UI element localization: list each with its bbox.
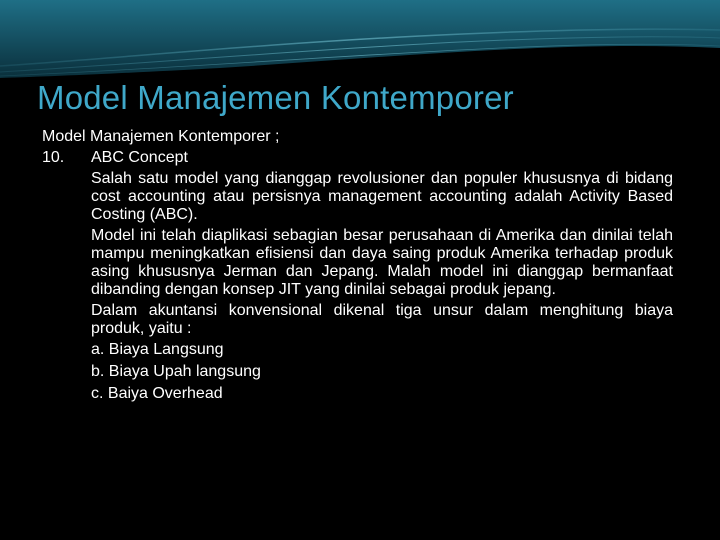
intro-line: Model Manajemen Kontemporer ;	[42, 128, 280, 145]
paragraph: Dalam akuntansi konvensional dikenal tiga unsur dalam menghitung biaya produk, yaitu :	[91, 302, 673, 337]
paragraph: Salah satu model yang dianggap revolusioner dan populer khususnya di bidang cost accounting atau persisnya management accounting adalah Activity Based Costing (ABC).	[91, 170, 673, 223]
item-label: ABC Concept	[91, 149, 188, 166]
cost-item: a. Biaya Langsung	[91, 341, 224, 358]
cost-item: b. Biaya Upah langsung	[91, 363, 261, 380]
numbered-item	[42, 149, 682, 167]
cost-item: c. Baiya Overhead	[91, 385, 223, 402]
slide-title: Model Manajemen Kontemporer	[37, 79, 514, 116]
paragraph: Model ini telah diaplikasi sebagian besar perusahaan di Amerika dan dinilai telah mampu meningkatkan efisiensi dan daya saing produk Amerika terhadap produk asing khususnya Jerman dan Jepang. Malah model ini dianggap bermanfaat dibanding dengan konsep JIT yang dinilai sebagai produk jepang.	[91, 227, 673, 298]
item-body	[91, 170, 673, 403]
header-wave-band	[0, 0, 720, 80]
item-number: 10.	[42, 149, 65, 166]
slide-content	[42, 128, 682, 407]
